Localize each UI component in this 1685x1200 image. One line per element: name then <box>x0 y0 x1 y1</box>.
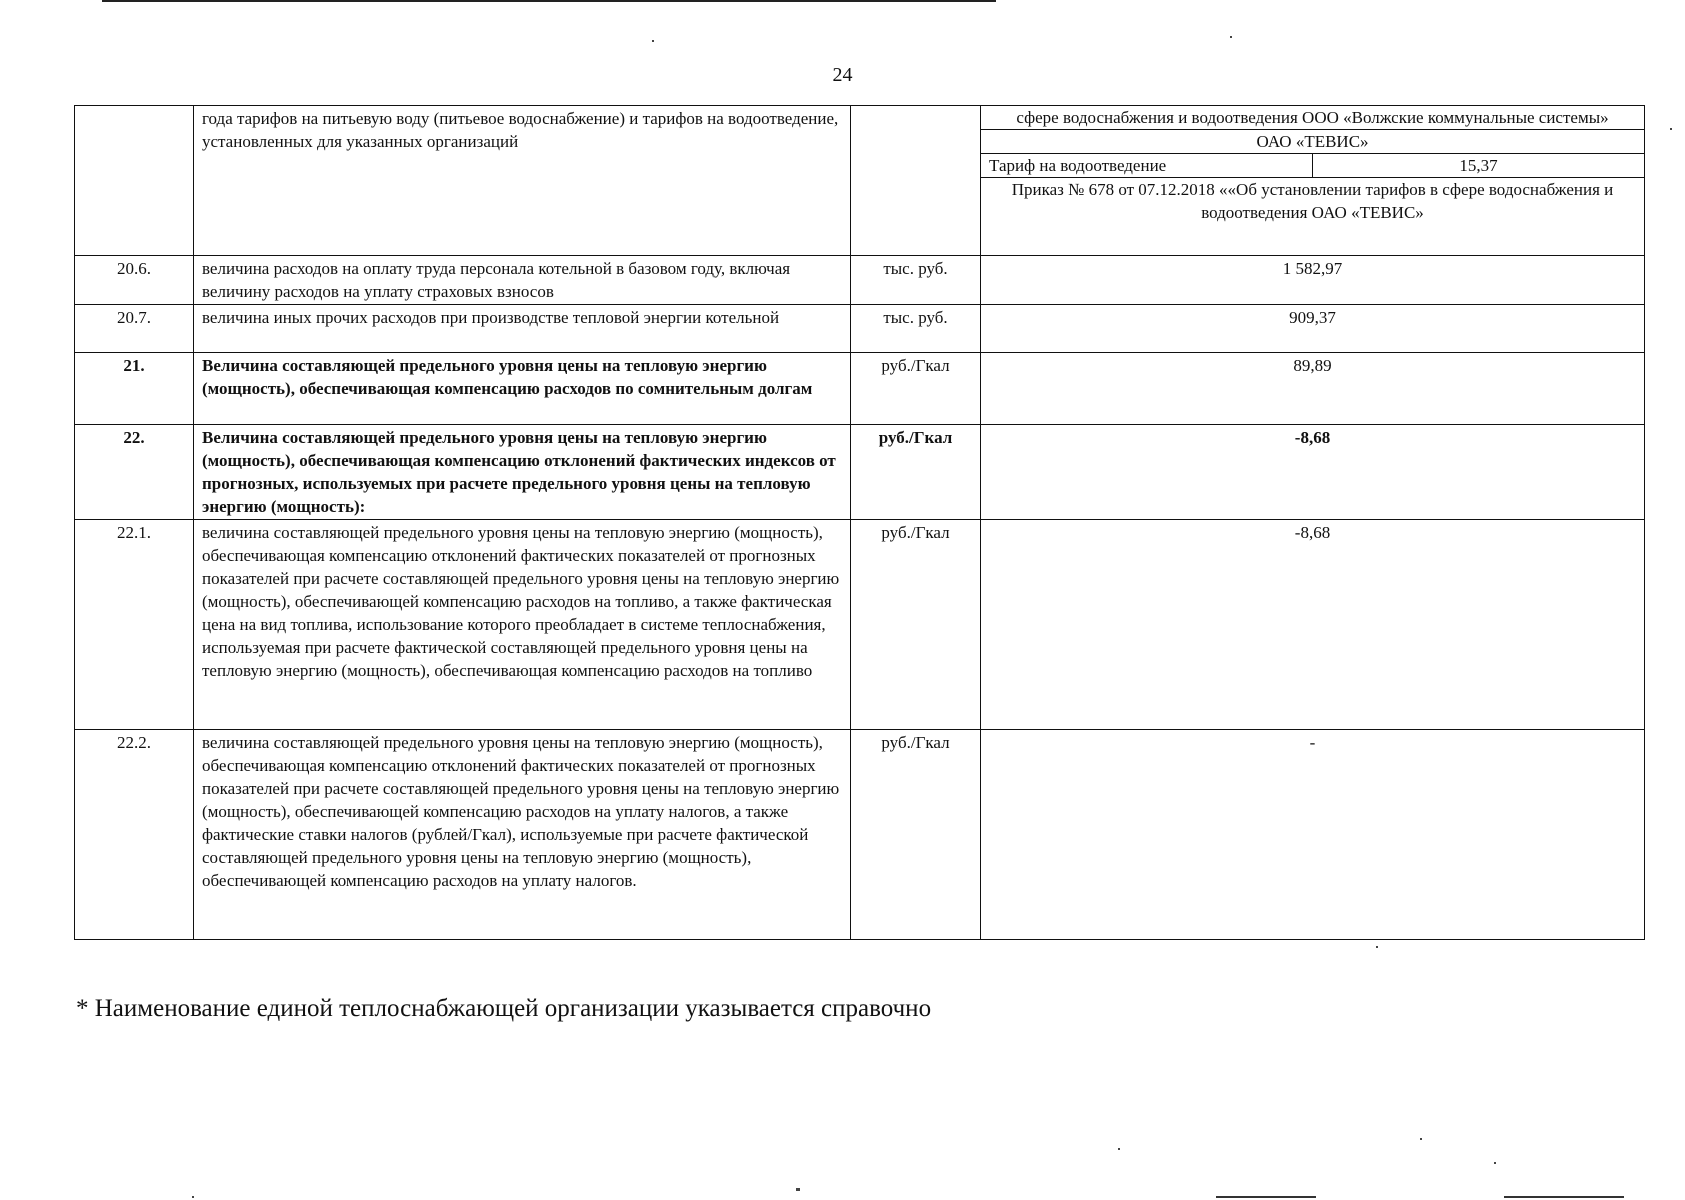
row-description: Величина составляющей предельного уровня цены на тепловую энергию (мощность), обеспечивающая компенсацию расходов по сомнительным долгам <box>194 353 851 425</box>
scan-edge-line <box>1216 1196 1316 1198</box>
subtable-text: сфере водоснабжения и водоотведения ООО «Волжские коммунальные системы» <box>981 106 1644 130</box>
scan-speck <box>1118 1148 1120 1150</box>
row-value: 89,89 <box>981 353 1645 425</box>
row-description: Величина составляющей предельного уровня цены на тепловую энергию (мощность), обеспечивающая компенсацию отклонений фактических индексов от прогнозных, используемых при расчете предельного уровня цены на тепловую энергию (мощность): <box>194 425 851 520</box>
subtable-row <box>981 106 1644 130</box>
scan-speck <box>1230 36 1232 38</box>
row-number: 20.6. <box>75 256 194 305</box>
row-description: величина составляющей предельного уровня цены на тепловую энергию (мощность), обеспечивающая компенсацию отклонений фактических показателей от прогнозных показателей при расчете составляющей предельного уровня цены на тепловую энергию (мощность), обеспечивающей компенсацию расходов на уплату налогов, а также фактические ставки налогов (рублей/Гкал), используемые при расчете фактической составляющей предельного уровня цены на тепловую энергию (мощность), обеспечивающей компенсацию расходов на уплату налогов. <box>194 730 851 940</box>
scan-speck <box>1420 1138 1422 1140</box>
subtable-row <box>981 178 1644 225</box>
footnote: * Наименование единой теплоснабжающей организации указывается справочно <box>76 995 932 1022</box>
scan-speck <box>1494 1162 1496 1164</box>
row-value: 1 582,97 <box>981 256 1645 305</box>
row-unit: руб./Гкал <box>851 730 981 940</box>
row-value: - <box>981 730 1645 940</box>
row-unit: тыс. руб. <box>851 256 981 305</box>
value-subtable <box>981 106 1644 224</box>
row-description: года тарифов на питьевую воду (питьевое водоснабжение) и тарифов на водоотведение, установленных для указанных организаций <box>194 106 851 256</box>
subtable-row <box>981 130 1644 154</box>
scan-edge-line <box>102 0 996 2</box>
row-number: 22.1. <box>75 520 194 730</box>
row-description: величина расходов на оплату труда персонала котельной в базовом году, включая величину расходов на уплату страховых взносов <box>194 256 851 305</box>
subtable-value: 15,37 <box>1313 154 1645 178</box>
tariff-table <box>74 105 1645 940</box>
row-unit: тыс. руб. <box>851 305 981 353</box>
scan-edge-line <box>1504 1196 1624 1198</box>
table-row <box>75 256 1645 305</box>
row-value: -8,68 <box>981 520 1645 730</box>
subtable-row <box>981 154 1644 178</box>
row-value: 909,37 <box>981 305 1645 353</box>
scan-speck <box>192 1196 194 1198</box>
row-number: 22. <box>75 425 194 520</box>
table-row <box>75 425 1645 520</box>
scan-speck <box>1670 128 1672 130</box>
scan-speck <box>652 40 654 42</box>
table-row-continuation <box>75 106 1645 256</box>
subtable-organization: ОАО «ТЕВИС» <box>981 130 1644 154</box>
subtable-label: Тариф на водоотведение <box>981 154 1313 178</box>
row-description: величина иных прочих расходов при производстве тепловой энергии котельной <box>194 305 851 353</box>
table-row <box>75 353 1645 425</box>
row-value: -8,68 <box>981 425 1645 520</box>
subtable-order-text: Приказ № 678 от 07.12.2018 ««Об установлении тарифов в сфере водоснабжения и водоотведения ОАО «ТЕВИС» <box>1011 180 1614 222</box>
scan-speck <box>1376 946 1378 948</box>
table-row <box>75 730 1645 940</box>
row-unit: руб./Гкал <box>851 425 981 520</box>
row-unit <box>851 106 981 256</box>
row-description: величина составляющей предельного уровня цены на тепловую энергию (мощность), обеспечивающая компенсацию отклонений фактических показателей от прогнозных показателей при расчете составляющей предельного уровня цены на тепловую энергию (мощность), обеспечивающей компенсацию расходов на топливо, а также фактическая цена на вид топлива, использование которого преобладает в системе теплоснабжения, используемая при расчете фактической составляющей предельного уровня цены на тепловую энергию (мощность), обеспечивающая компенсацию расходов на топливо <box>194 520 851 730</box>
row-unit: руб./Гкал <box>851 353 981 425</box>
row-value-cell <box>981 106 1645 256</box>
row-number-cell <box>75 106 194 256</box>
table-row <box>75 520 1645 730</box>
table-row <box>75 305 1645 353</box>
row-number: 21. <box>75 353 194 425</box>
row-number: 20.7. <box>75 305 194 353</box>
page-number: 24 <box>832 64 853 86</box>
scan-speck <box>796 1188 800 1191</box>
row-unit: руб./Гкал <box>851 520 981 730</box>
row-number: 22.2. <box>75 730 194 940</box>
